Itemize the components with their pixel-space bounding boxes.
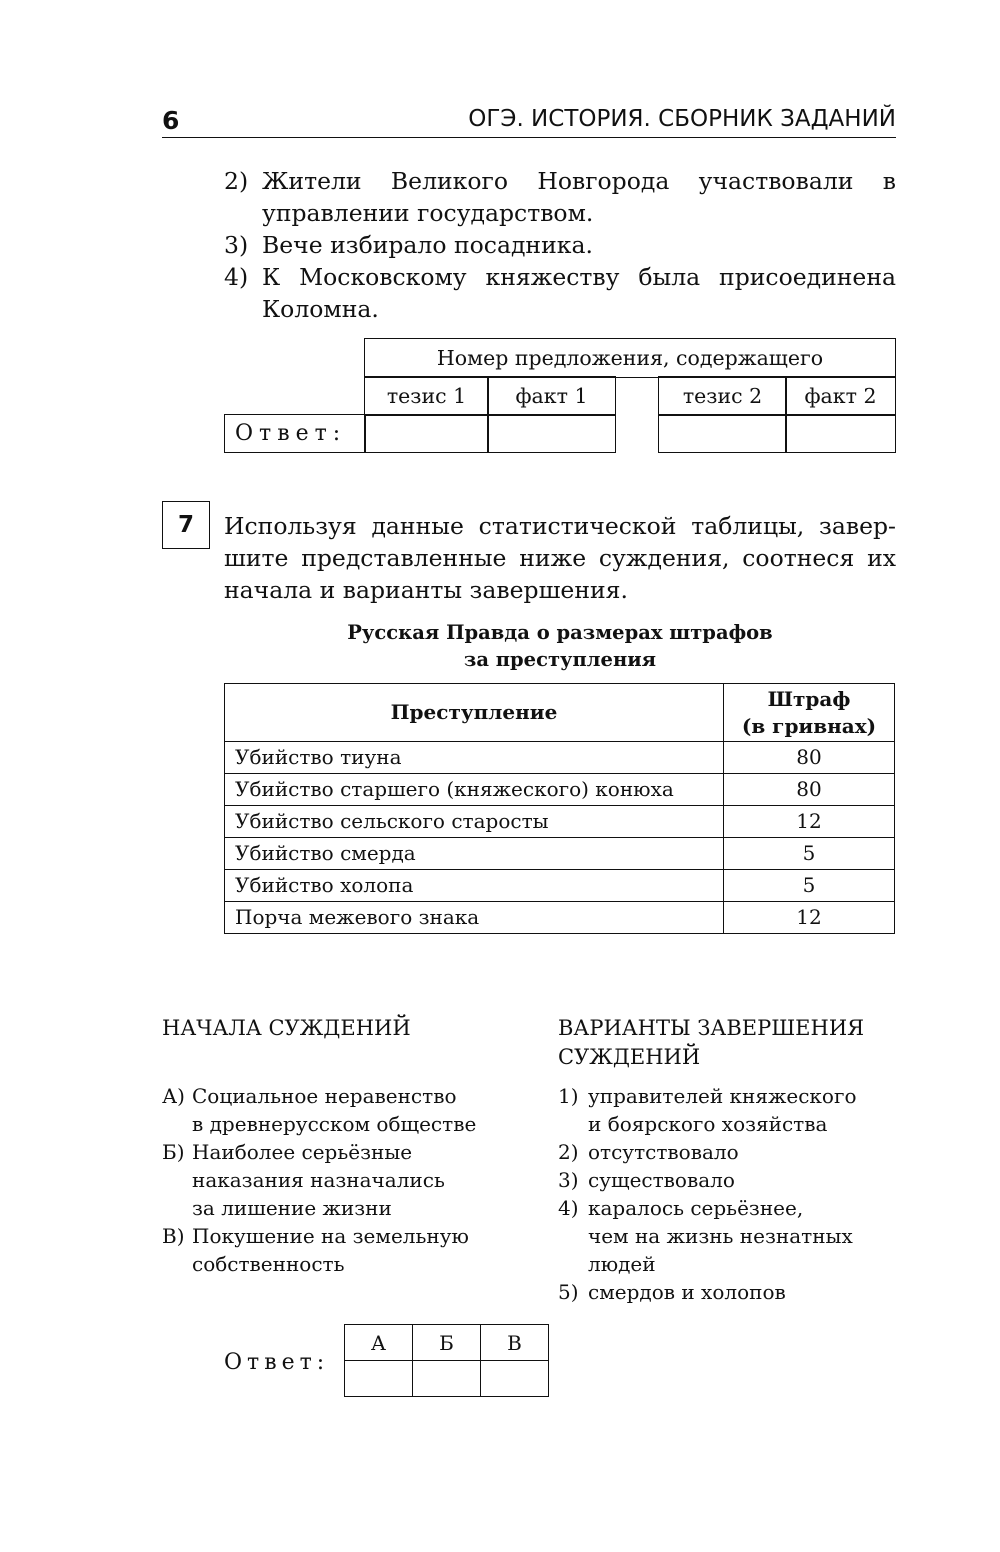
answer-cell-fact-1[interactable] bbox=[487, 414, 616, 453]
answer-input-c[interactable] bbox=[481, 1361, 549, 1397]
fine-cell: 80 bbox=[724, 774, 895, 806]
grid-header-fact-1: факт 1 bbox=[487, 376, 616, 416]
crime-cell: Убийство старшего (княжеского) конюха bbox=[225, 774, 724, 806]
header-fine-line: (в гривнах) bbox=[741, 713, 877, 738]
answer-cell-fact-2[interactable] bbox=[785, 414, 896, 453]
statement-text-line: Коломна. bbox=[262, 295, 379, 323]
header-divider bbox=[162, 137, 896, 138]
item-key: 3) bbox=[558, 1168, 579, 1192]
ending-item-3 bbox=[558, 1166, 898, 1194]
answer-input-b[interactable] bbox=[413, 1361, 481, 1397]
task-prompt-line: начала и варианты завершения. bbox=[224, 576, 628, 604]
task-prompt-line: шите представленные ниже суждения, соотнеся их bbox=[224, 544, 896, 572]
table-row bbox=[225, 838, 895, 870]
running-title: ОГЭ. ИСТОРИЯ. СБОРНИК ЗАДАНИЙ bbox=[468, 106, 896, 132]
grid-header-fact-2: факт 2 bbox=[785, 376, 896, 416]
crime-cell: Убийство смерда bbox=[225, 838, 724, 870]
answer-cell-thesis-1[interactable] bbox=[364, 414, 489, 453]
answer-grid-2 bbox=[344, 1324, 549, 1397]
table-header-row bbox=[225, 684, 895, 742]
grid-header-thesis-1: тезис 1 bbox=[364, 376, 489, 416]
item-key: А) bbox=[162, 1084, 185, 1108]
answer-grid-header-row bbox=[345, 1325, 549, 1361]
item-line: Покушение на земельную bbox=[192, 1224, 469, 1248]
answer-input-a[interactable] bbox=[345, 1361, 413, 1397]
item-line: за лишение жизни bbox=[192, 1196, 392, 1220]
task-number: 7 bbox=[162, 501, 210, 549]
header-fine bbox=[724, 684, 895, 742]
item-key: 5) bbox=[558, 1280, 579, 1304]
table-row bbox=[225, 902, 895, 934]
crime-cell: Убийство сельского старосты bbox=[225, 806, 724, 838]
header-fine-line: Штраф bbox=[767, 686, 851, 711]
answer-label: Ответ: bbox=[235, 421, 347, 446]
item-key: 4) bbox=[558, 1196, 579, 1220]
statement-text-line: Жители Великого Новгорода участвовали в bbox=[262, 167, 896, 195]
beginning-item-c bbox=[162, 1222, 522, 1278]
item-key: 2) bbox=[558, 1140, 579, 1164]
beginnings-heading: НАЧАЛА СУЖДЕНИЙ bbox=[162, 1016, 411, 1040]
answer-col-c: В bbox=[481, 1325, 549, 1361]
item-key: В) bbox=[162, 1224, 185, 1248]
table-row bbox=[225, 742, 895, 774]
answer-grid-input-row bbox=[345, 1361, 549, 1397]
table-row bbox=[225, 774, 895, 806]
answer-col-b: Б bbox=[413, 1325, 481, 1361]
item-line: Наиболее серьёзные bbox=[192, 1140, 413, 1164]
fine-cell: 5 bbox=[724, 870, 895, 902]
answer-label: Ответ: bbox=[224, 1350, 330, 1375]
statement-2 bbox=[224, 165, 896, 229]
header-crime: Преступление bbox=[225, 684, 724, 742]
fine-cell: 80 bbox=[724, 742, 895, 774]
table-caption-line: за преступления bbox=[463, 648, 657, 671]
table-row bbox=[225, 870, 895, 902]
item-line: наказания назначались bbox=[192, 1168, 445, 1192]
crime-cell: Убийство тиуна bbox=[225, 742, 724, 774]
statement-number: 3) bbox=[224, 231, 249, 259]
task-prompt bbox=[224, 510, 896, 606]
item-line: Социальное неравенство bbox=[192, 1084, 457, 1108]
statement-3 bbox=[224, 229, 896, 261]
item-line: в древнерусском обществе bbox=[192, 1112, 477, 1136]
endings-heading-line: ВАРИАНТЫ ЗАВЕРШЕНИЯ bbox=[558, 1016, 865, 1040]
statement-text-line: Вече избирало посадника. bbox=[262, 231, 593, 259]
item-line: каралось серьёзнее, bbox=[588, 1196, 804, 1220]
answer-label-cell bbox=[224, 414, 366, 453]
fines-table bbox=[224, 683, 895, 934]
statement-number: 4) bbox=[224, 263, 249, 291]
answer-cell-thesis-2[interactable] bbox=[658, 414, 787, 453]
item-key: Б) bbox=[162, 1140, 185, 1164]
page-number: 6 bbox=[162, 106, 180, 135]
statement-text-line: К Московскому княжеству была присоединена bbox=[262, 263, 896, 291]
ending-item-1 bbox=[558, 1082, 898, 1138]
table-caption bbox=[224, 619, 896, 673]
statement-4 bbox=[224, 261, 896, 325]
item-line: людей bbox=[588, 1252, 656, 1276]
item-line: смердов и холопов bbox=[588, 1280, 786, 1304]
ending-item-2 bbox=[558, 1138, 898, 1166]
fine-cell: 12 bbox=[724, 902, 895, 934]
item-line: существовало bbox=[588, 1168, 735, 1192]
endings-heading bbox=[558, 1014, 864, 1072]
fine-cell: 5 bbox=[724, 838, 895, 870]
statement-number: 2) bbox=[224, 167, 249, 195]
item-line: чем на жизнь незнатных bbox=[588, 1224, 853, 1248]
table-row bbox=[225, 806, 895, 838]
item-line: отсутствовало bbox=[588, 1140, 739, 1164]
item-line: управителей княжеского bbox=[588, 1084, 857, 1108]
crime-cell: Порча межевого знака bbox=[225, 902, 724, 934]
endings-heading-line: СУЖДЕНИЙ bbox=[558, 1045, 701, 1069]
item-key: 1) bbox=[558, 1084, 579, 1108]
grid-header-thesis-2: тезис 2 bbox=[658, 376, 787, 416]
task-prompt-line: Используя данные статистической таблицы, завер- bbox=[224, 512, 896, 540]
table-caption-line: Русская Правда о размерах штрафов bbox=[347, 621, 773, 644]
grid-group-header: Номер предложения, содержащего bbox=[364, 338, 896, 378]
ending-item-5 bbox=[558, 1278, 898, 1306]
beginning-item-a bbox=[162, 1082, 522, 1138]
crime-cell: Убийство холопа bbox=[225, 870, 724, 902]
beginning-item-b bbox=[162, 1138, 522, 1222]
fine-cell: 12 bbox=[724, 806, 895, 838]
item-line: и боярского хозяйства bbox=[588, 1112, 828, 1136]
item-line: собственность bbox=[192, 1252, 345, 1276]
statement-text-line: управлении государством. bbox=[262, 199, 594, 227]
ending-item-4 bbox=[558, 1194, 898, 1278]
answer-col-a: А bbox=[345, 1325, 413, 1361]
